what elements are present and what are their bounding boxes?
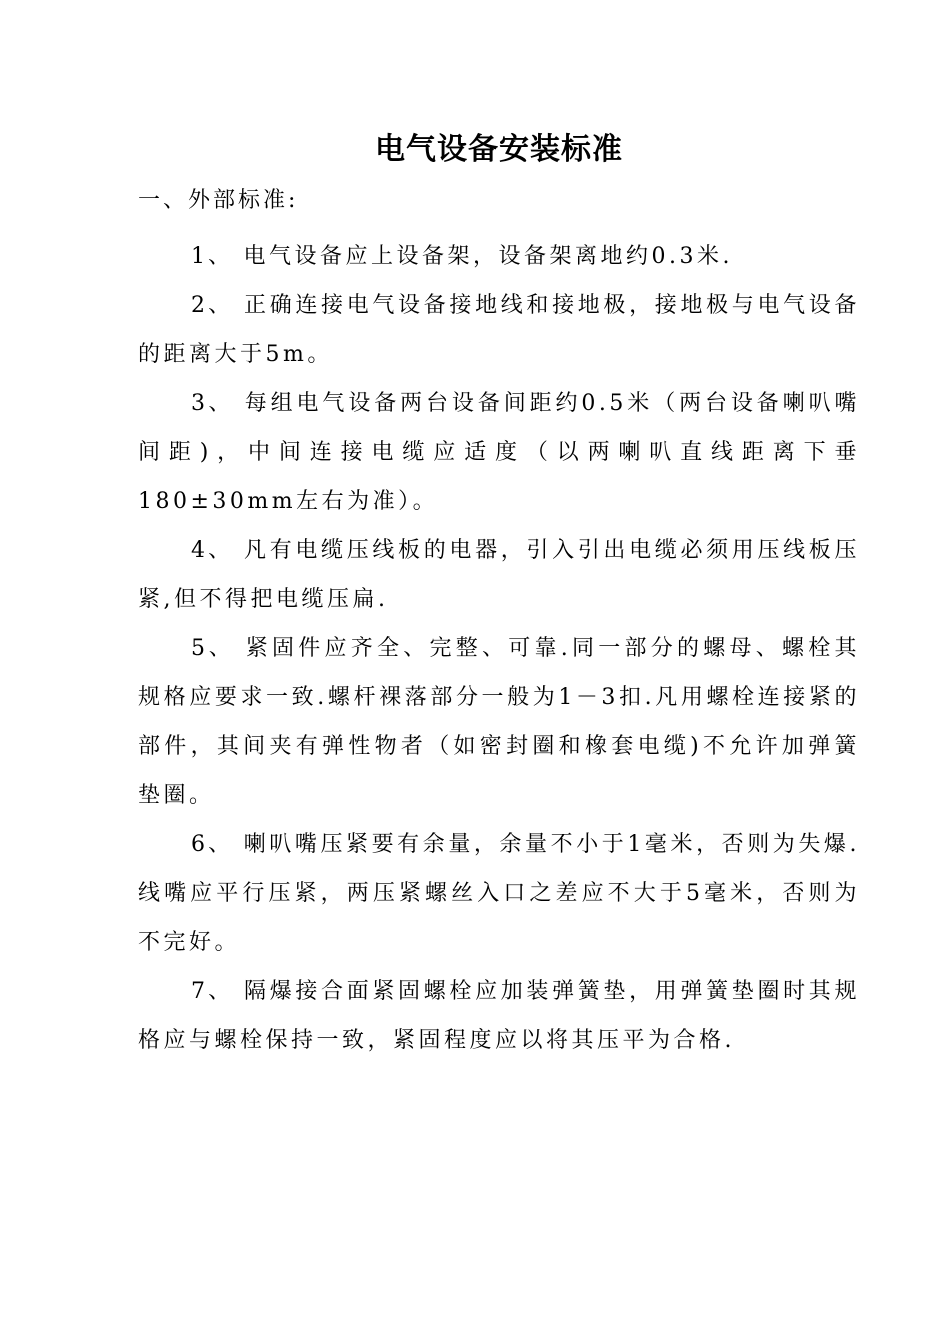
item-number: 5、 [191, 636, 235, 661]
item-text: 隔爆接合面紧固螺栓应加装弹簧垫，用弹簧垫圈时其规格应与螺栓保持一致，紧固程度应以将其压平为合格. [138, 979, 860, 1053]
section-heading: 一、外部标准: [138, 188, 299, 213]
item-text: 每组电气设备两台设备间距约0.5米（两台设备喇叭嘴间距)，中间连接电缆应适度（以两喇叭直线距离下垂180±30mm左右为准）。 [138, 391, 861, 514]
page-title: 电气设备安装标准 [375, 132, 623, 167]
item-text: 正确连接电气设备接地线和接地极，接地极与电气设备的距离大于5m。 [138, 293, 860, 367]
list-item [138, 967, 860, 1065]
item-text: 电气设备应上设备架，设备架离地约0.3米. [243, 244, 733, 269]
list-item [138, 526, 860, 624]
item-text: 喇叭嘴压紧要有余量，余量不小于1毫米，否则为失爆.线嘴应平行压紧，两压紧螺丝入口之差应不大于5毫米，否则为不完好。 [138, 832, 861, 955]
item-text: 紧固件应齐全、完整、可靠.同一部分的螺母、螺栓其规格应要求一致.螺杆裸落部分一般为1－3扣.凡用螺栓连接紧的部件，其间夹有弹性物者（如密封圈和橡套电缆)不允许加弹簧垫圈。 [138, 636, 860, 808]
item-text: 凡有电缆压线板的电器，引入引出电缆必须用压线板压紧,但不得把电缆压扁. [138, 538, 860, 612]
list-item [138, 379, 860, 526]
standards-list [138, 232, 860, 1065]
item-number: 3、 [191, 391, 234, 416]
list-item [138, 281, 860, 379]
list-item [138, 232, 860, 281]
item-number: 6、 [191, 832, 234, 857]
list-item [138, 820, 860, 967]
item-number: 7、 [191, 979, 234, 1004]
item-number: 1、 [191, 244, 233, 269]
list-item [138, 624, 860, 820]
item-number: 4、 [191, 538, 234, 563]
item-number: 2、 [191, 293, 234, 318]
